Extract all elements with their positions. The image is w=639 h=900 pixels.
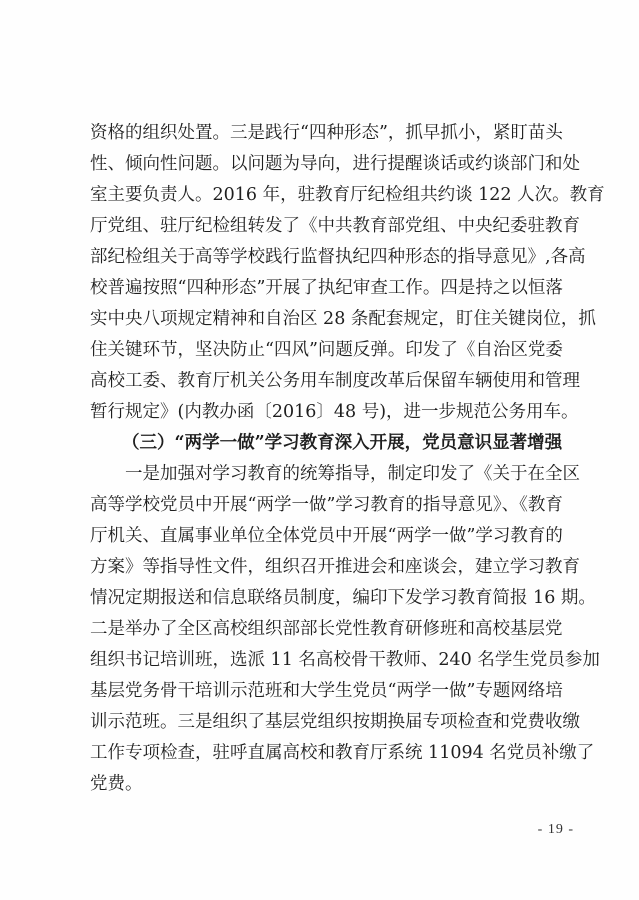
text-line: 方案》等指导性文件，组织召开推进会和座谈会，建立学习教育 [90, 557, 580, 577]
text-line: 厅党组、驻厅纪检组转发了《中共教育部党组、中央纪委驻教育 [90, 216, 580, 236]
text-line: 基层党务骨干培训示范班和大学生党员“两学一做”专题网络培 [90, 681, 563, 701]
text-line: 厅机关、直属事业单位全体党员中开展“两学一做”学习教育的 [90, 526, 563, 546]
text-line: 性、倾向性问题。以问题为导向，进行提醒谈话或约谈部门和处 [90, 154, 580, 174]
text-line: 校普遍按照“四种形态”开展了执纪审查工作。四是持之以恒落 [90, 278, 563, 298]
text-line: 高校工委、教育厅机关公务用车制度改革后保留车辆使用和管理 [90, 371, 580, 391]
text-line: 二是举办了全区高校组织部部长党性教育研修班和高校基层党 [90, 619, 563, 639]
text-line: 室主要负责人。2016 年，驻教育厅纪检组共约谈 122 人次。教育 [90, 185, 605, 205]
text-line: 实中央八项规定精神和自治区 28 条配套规定，盯住关键岗位，抓 [90, 309, 596, 329]
text-line: 高等学校党员中开展“两学一做”学习教育的指导意见》、《教育 [90, 495, 563, 515]
text-line: 一是加强对学习教育的统筹指导，制定印发了《关于在全区 [125, 464, 580, 484]
body-text [90, 118, 605, 800]
text-line: 暂行规定》(内教办函〔2016〕48 号)，进一步规范公务用车。 [90, 402, 579, 422]
text-line: 部纪检组关于高等学校践行监督执纪四种形态的指导意见》,各高 [90, 247, 586, 267]
text-line: 情况定期报送和信息联络员制度，编印下发学习教育简报 16 期。 [90, 588, 596, 608]
text-line: 组织书记培训班，选派 11 名高校骨干教师、240 名学生党员参加 [90, 650, 600, 670]
page-number: - 19 - [537, 822, 574, 837]
text-line: 资格的组织处置。三是践行“四种形态”，抓早抓小，紧盯苗头 [90, 123, 563, 143]
text-line: 住关键环节，坚决防止“四风”问题反弹。印发了《自治区党委 [90, 340, 563, 360]
text-line: 工作专项检查，驻呼直属高校和教育厅系统 11094 名党员补缴了 [90, 743, 595, 763]
text-line: 党费。 [90, 774, 143, 794]
section-heading: （三）“两学一做”学习教育深入开展，党员意识显著增强 [122, 433, 563, 453]
text-line: 训示范班。三是组织了基层党组织按期换届专项检查和党费收缴 [90, 712, 580, 732]
